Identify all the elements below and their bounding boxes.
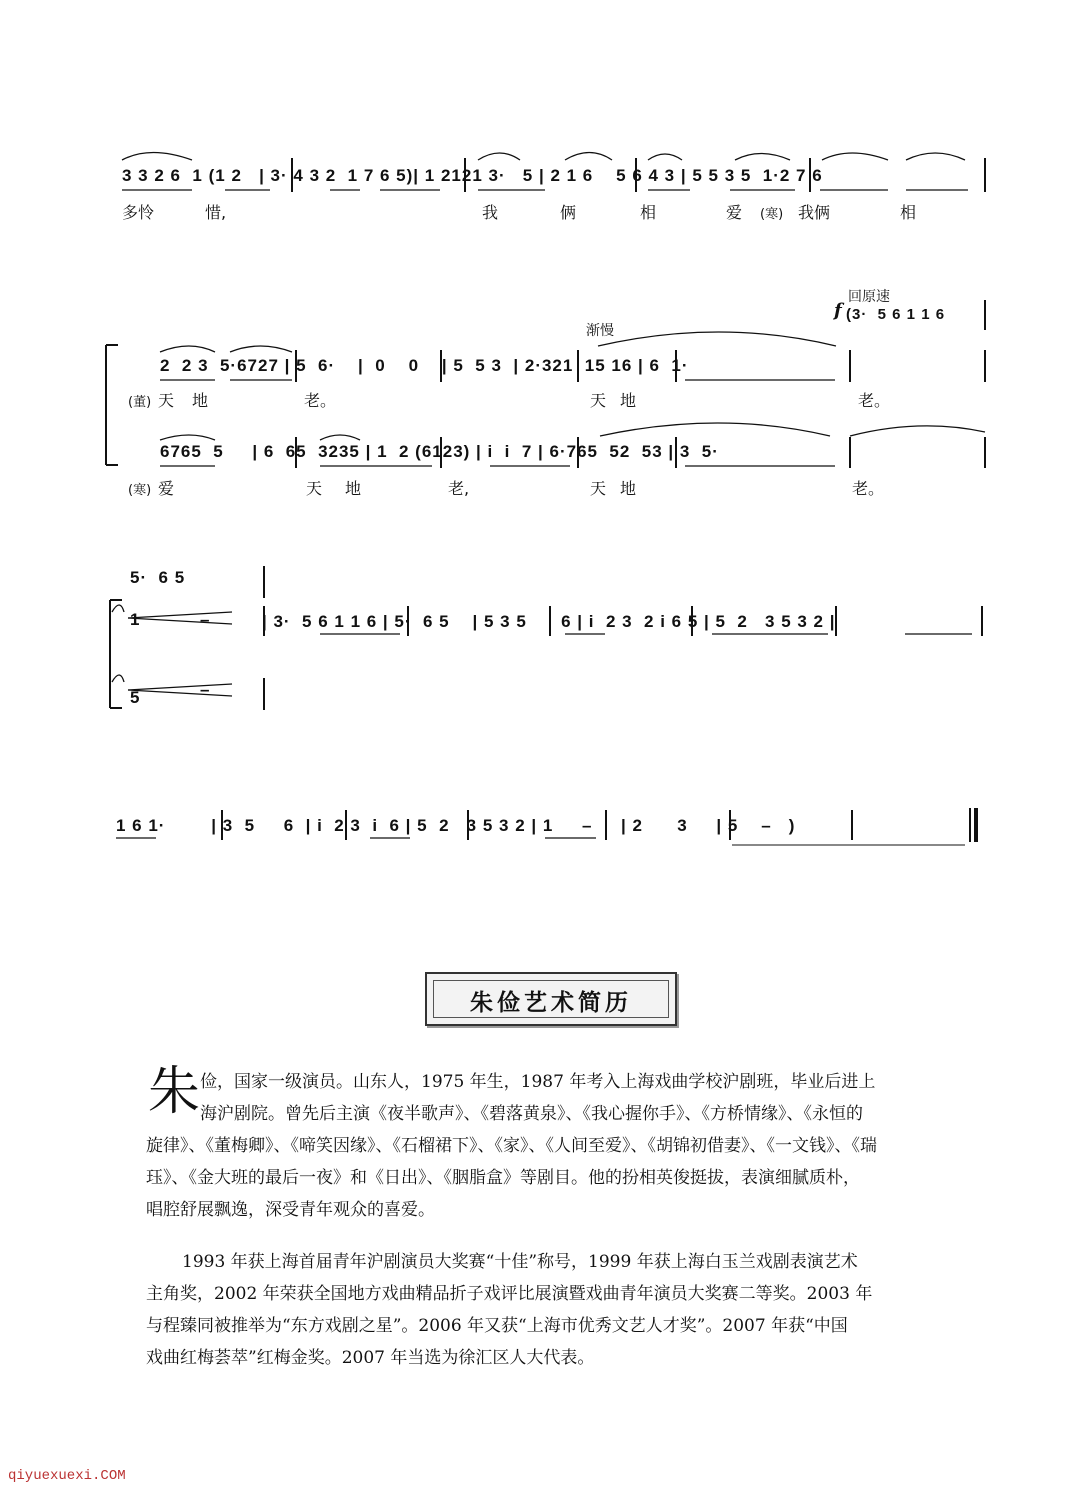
lyric-syllable: 我俩 xyxy=(798,203,831,222)
lyric-syllable: 相 xyxy=(900,203,917,222)
lyric-syllable: (董) xyxy=(128,395,152,410)
lyric-syllable: 老。 xyxy=(858,391,891,410)
lyric-syllable: 爱 xyxy=(158,479,175,498)
score-row3-top: 5· 6 5 xyxy=(130,568,186,587)
bio-para1-rest xyxy=(146,1130,956,1226)
bio-line: 旋律》、《董梅卿》、《啼笑因缘》、《石榴裙下》、《家》、《人间至爱》、《胡锦初借妻》、《一文钱》、《瑞 xyxy=(146,1136,877,1156)
bio-dropcap: 朱 xyxy=(148,1062,201,1122)
score-row1-notes: 3 3 2 6 1 (1 2 | 3· 4 3 2 1 7 6 5)| 1 2121 3· 5 | 2 1 6 5 6 4 3 | 5 5 3 5 1·2 7 6 xyxy=(122,166,823,185)
watermark: qiyuexuexi.COM xyxy=(8,1468,126,1484)
lyric-syllable: 地 xyxy=(192,391,209,410)
score-row3-upper-dash: – xyxy=(200,610,211,629)
bio-para1-second xyxy=(200,1098,960,1130)
bio-title-box xyxy=(425,972,677,1026)
lyric-syllable: 地 xyxy=(620,391,637,410)
lyric-syllable: 老。 xyxy=(304,391,337,410)
lyric-syllable: 天 xyxy=(306,479,323,498)
lyric-syllable: 爱 xyxy=(726,203,743,222)
tempo-slow-mark: 渐慢 xyxy=(586,323,614,339)
lyric-syllable: 地 xyxy=(345,479,362,498)
lyric-syllable: 老。 xyxy=(852,479,885,498)
tempo-resume-mark: 回原速 xyxy=(848,289,890,305)
score-row2-upper-notes: 2 2 3 5·6727 | 5 6· | 0 0 | 5 5 3 | 2·321 15 16 | 6 1· xyxy=(160,356,689,375)
lyric-syllable: 相 xyxy=(640,203,657,222)
lyric-syllable: 地 xyxy=(620,479,637,498)
score-row3-lower-voice: 5 xyxy=(130,688,141,707)
bio-line: 海沪剧院。曾先后主演《夜半歌声》、《碧落黄泉》、《我心握你手》、《方桥情缘》、《永恒的 xyxy=(200,1104,863,1124)
score-row2-lower-notes: 6765 5 | 6 65 3235 | 1 2 (6123) | i i 7 | 6·765 52 53 | 3 5· xyxy=(160,442,719,461)
lyric-syllable: 多怜 xyxy=(122,203,155,222)
lyric-syllable: 老, xyxy=(448,479,470,498)
lyric-syllable: (寒) xyxy=(128,483,152,498)
bio-title: 朱俭艺术简历 xyxy=(470,990,632,1016)
bio-line: 主角奖，2002 年荣获全国地方戏曲精品折子戏评比展演暨戏曲青年演员大奖赛二等奖。2003 年 xyxy=(146,1284,873,1304)
lyric-syllable: (寒) xyxy=(760,207,784,222)
bio-line: 唱腔舒展飘逸，深受青年观众的喜爱。 xyxy=(146,1200,435,1220)
score-row3-lower-dash: – xyxy=(200,680,211,699)
score-row4-notes: 1 6 1· | 3 5 6 | i 2 3 i 6 | 5 2 3 5 3 2 | 1 – | 2 3 | 5 – ) xyxy=(116,816,796,835)
score-row2-lower-lyrics xyxy=(0,476,1070,502)
lyric-syllable: 天 xyxy=(158,391,175,410)
bio-line: 戏曲红梅荟萃”红梅金奖。2007 年当选为徐汇区人大代表。 xyxy=(146,1348,595,1368)
lyric-syllable: 天 xyxy=(590,479,607,498)
score-row3-upper-voice: 1 xyxy=(130,610,141,629)
bio-line: 俭，国家一级演员。山东人，1975 年生，1987 年考入上海戏曲学校沪剧班，毕业后进上 xyxy=(200,1072,876,1092)
bio-line: 1993 年获上海首届青年沪剧演员大奖赛“十佳”称号，1999 年获上海白玉兰戏剧表演艺术 xyxy=(182,1252,858,1272)
lyric-syllable: 天 xyxy=(590,391,607,410)
bio-line: 珏》、《金大班的最后一夜》和《日出》、《胭脂盒》等剧目。他的扮相英俊挺拔，表演细腻质朴， xyxy=(146,1168,860,1188)
bio-para1-first xyxy=(200,1066,960,1098)
upper-pickup-notes: (3· 5 6 1 1 6 xyxy=(846,306,946,323)
bio-line: 与程臻同被推举为“东方戏剧之星”。2006 年又获“上海市优秀文艺人才奖”。2007 年获“中国 xyxy=(146,1316,848,1336)
dynamic-mark: f xyxy=(834,300,842,321)
score-row2-upper-lyrics xyxy=(0,388,1070,414)
lyric-syllable: 惜, xyxy=(205,203,227,222)
bio-para2 xyxy=(146,1246,956,1374)
lyric-syllable: 我 xyxy=(482,203,499,222)
lyric-syllable: 俩 xyxy=(560,203,577,222)
score-row1-lyrics xyxy=(0,200,1070,226)
score-row3-notes: | 3· 5 6 1 1 6 | 5· 6 5 | 5 3 5 6 | i 2 3 2 i 6 5 | 5 2 3 5 3 2 | xyxy=(262,612,836,631)
